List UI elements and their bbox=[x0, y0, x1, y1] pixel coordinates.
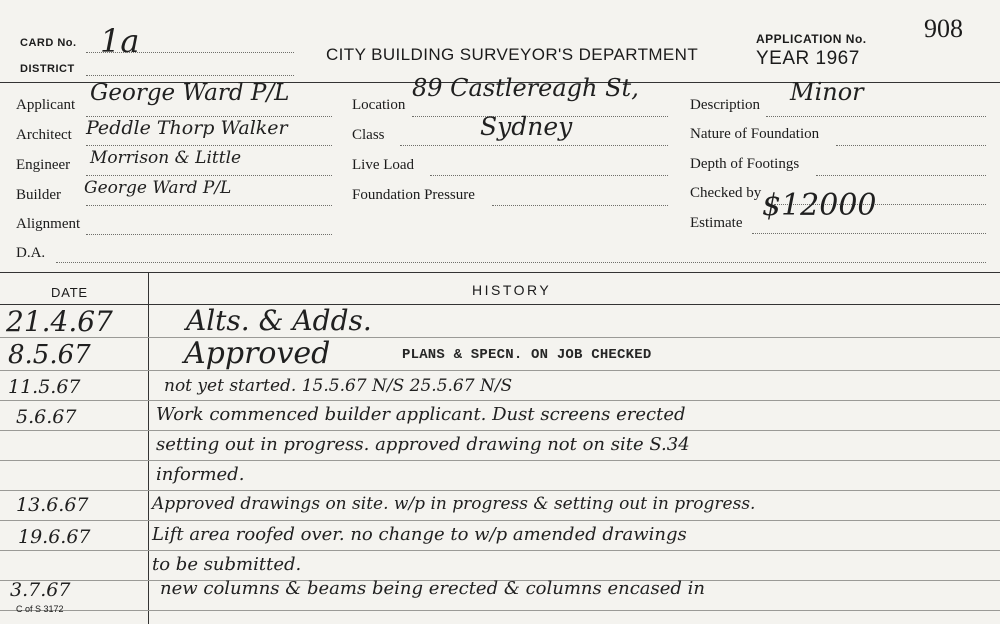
alignment-label: Alignment bbox=[16, 216, 81, 232]
foundation-pressure-label: Foundation Pressure bbox=[352, 187, 475, 203]
applicant-value: George Ward P/L bbox=[90, 80, 290, 106]
history-entry: Lift area roofed over. no change to w/p amended drawings bbox=[152, 524, 687, 545]
class-label: Class bbox=[352, 127, 385, 143]
description-value: Minor bbox=[790, 78, 864, 106]
date-column-header: DATE bbox=[51, 285, 88, 300]
description-label: Description bbox=[690, 97, 760, 113]
district-label: DISTRICT bbox=[20, 63, 75, 75]
department-title: CITY BUILDING SURVEYOR'S DEPARTMENT bbox=[326, 45, 699, 64]
class-value: Sydney bbox=[480, 112, 573, 141]
depth-of-footings-label: Depth of Footings bbox=[690, 156, 800, 172]
history-entry: not yet started. 15.5.67 N/S 25.5.67 N/S bbox=[164, 376, 513, 396]
card-no-value: 1a bbox=[100, 22, 140, 60]
architect-label: Architect bbox=[16, 127, 72, 143]
card-no-label: CARD No. bbox=[20, 37, 77, 49]
plans-checked-stamp: PLANS & SPECN. ON JOB CHECKED bbox=[402, 347, 652, 363]
architect-value: Peddle Thorp Walker bbox=[86, 117, 288, 139]
history-entry: new columns & beams being erected & columns encased in bbox=[160, 578, 706, 599]
history-entry: setting out in progress. approved drawing not on site S.34 bbox=[156, 434, 690, 455]
estimate-label: Estimate bbox=[690, 215, 743, 231]
form-number: C of S 3172 bbox=[16, 604, 64, 614]
history-entry: Work commenced builder applicant. Dust screens erected bbox=[156, 404, 686, 425]
year: YEAR 1967 bbox=[756, 48, 860, 69]
history-date: 11.5.67 bbox=[8, 376, 81, 398]
history-date: 13.6.67 bbox=[16, 494, 89, 516]
applicant-label: Applicant bbox=[16, 97, 76, 113]
application-no-label: APPLICATION No. bbox=[756, 32, 867, 46]
builder-label: Builder bbox=[16, 187, 61, 203]
location-label: Location bbox=[352, 97, 406, 113]
nature-of-foundation-label: Nature of Foundation bbox=[690, 126, 820, 142]
history-column-header: HISTORY bbox=[472, 282, 552, 298]
live-load-label: Live Load bbox=[352, 157, 415, 173]
history-entry: Alts. & Adds. bbox=[186, 304, 372, 337]
history-date: 21.4.67 bbox=[6, 305, 113, 338]
engineer-label: Engineer bbox=[16, 157, 71, 173]
builder-value: George Ward P/L bbox=[84, 178, 232, 198]
estimate-value: $12000 bbox=[762, 188, 877, 223]
location-value: 89 Castlereagh St, bbox=[412, 74, 639, 102]
engineer-value: Morrison & Little bbox=[90, 148, 242, 168]
checked-by-label: Checked by bbox=[690, 185, 762, 201]
history-entry: Approved bbox=[184, 336, 331, 371]
history-entry: to be submitted. bbox=[152, 554, 302, 575]
history-date: 8.5.67 bbox=[8, 340, 91, 370]
da-label: D.A. bbox=[16, 245, 46, 261]
history-entry: Approved drawings on site. w/p in progress & setting out in progress. bbox=[152, 494, 756, 514]
history-date: 5.6.67 bbox=[16, 406, 77, 428]
history-entry: informed. bbox=[156, 464, 245, 485]
application-no-value: 908 bbox=[924, 14, 963, 43]
history-date: 19.6.67 bbox=[18, 526, 91, 548]
history-date: 3.7.67 bbox=[10, 579, 71, 601]
